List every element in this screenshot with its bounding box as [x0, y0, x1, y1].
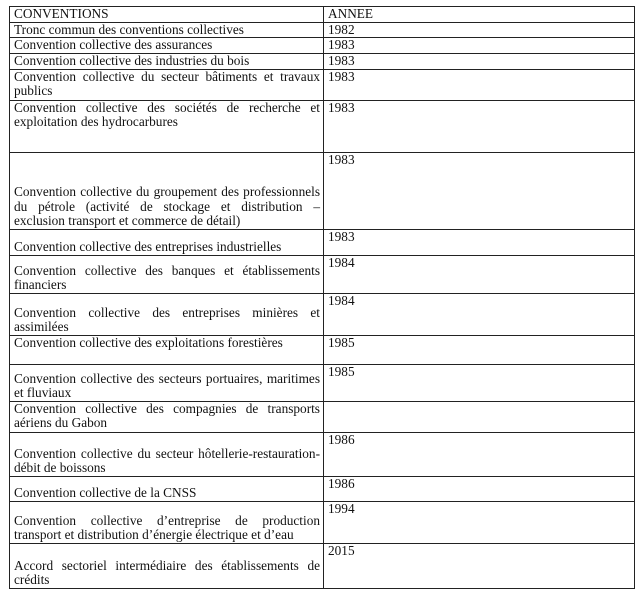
convention-year: 1984 — [324, 255, 635, 293]
convention-name: Convention collective des entreprises minières et assimilées — [10, 293, 324, 335]
convention-year: 2015 — [324, 543, 635, 588]
convention-year: 1984 — [324, 293, 635, 335]
table-row — [10, 293, 635, 335]
convention-name: Convention collective des exploitations forestières — [10, 335, 324, 364]
table-row — [10, 38, 635, 54]
convention-name: Tronc commun des conventions collectives — [10, 22, 324, 38]
table-row — [10, 543, 635, 588]
table-row — [10, 432, 635, 476]
convention-name: Convention collective des sociétés de recherche et exploitation des hydrocarbures — [10, 100, 324, 152]
convention-year: 1983 — [324, 53, 635, 69]
convention-year: 1985 — [324, 335, 635, 364]
convention-name: Convention collective du groupement des professionnels du pétrole (activité de stockage et distribution – exclusion transport et commerce de détail) — [10, 152, 324, 229]
convention-name: Convention collective du secteur bâtiments et travaux publics — [10, 69, 324, 100]
convention-year: 1983 — [324, 100, 635, 152]
header-conventions: CONVENTIONS — [10, 7, 324, 23]
convention-year: 1983 — [324, 38, 635, 54]
convention-name: Convention collective d’entreprise de production transport et distribution d’énergie électrique et d’eau — [10, 501, 324, 543]
convention-name: Convention collective des entreprises industrielles — [10, 229, 324, 255]
convention-name: Convention collective des assurances — [10, 38, 324, 54]
convention-year: 1983 — [324, 229, 635, 255]
convention-name: Convention collective du secteur hôtellerie-restauration-débit de boissons — [10, 432, 324, 476]
convention-name: Convention collective des banques et établissements financiers — [10, 255, 324, 293]
table-row — [10, 335, 635, 364]
table-row — [10, 401, 635, 432]
table-row — [10, 53, 635, 69]
convention-year: 1983 — [324, 152, 635, 229]
conventions-table — [9, 6, 635, 589]
table-row — [10, 100, 635, 152]
table-row — [10, 152, 635, 229]
convention-name: Convention collective de la CNSS — [10, 476, 324, 501]
table-row — [10, 255, 635, 293]
convention-year: 1994 — [324, 501, 635, 543]
convention-year — [324, 401, 635, 432]
convention-year: 1982 — [324, 22, 635, 38]
table-row — [10, 69, 635, 100]
table-header-row — [10, 7, 635, 23]
table-row — [10, 22, 635, 38]
table-row — [10, 501, 635, 543]
table-row — [10, 476, 635, 501]
header-annee: ANNEE — [324, 7, 635, 23]
convention-name: Convention collective des industries du bois — [10, 53, 324, 69]
convention-year: 1983 — [324, 69, 635, 100]
convention-year: 1986 — [324, 476, 635, 501]
convention-name: Accord sectoriel intermédiaire des établissements de crédits — [10, 543, 324, 588]
table-row — [10, 229, 635, 255]
convention-year: 1985 — [324, 364, 635, 401]
table-row — [10, 364, 635, 401]
convention-name: Convention collective des secteurs portuaires, maritimes et fluviaux — [10, 364, 324, 401]
convention-name: Convention collective des compagnies de transports aériens du Gabon — [10, 401, 324, 432]
convention-year: 1986 — [324, 432, 635, 476]
